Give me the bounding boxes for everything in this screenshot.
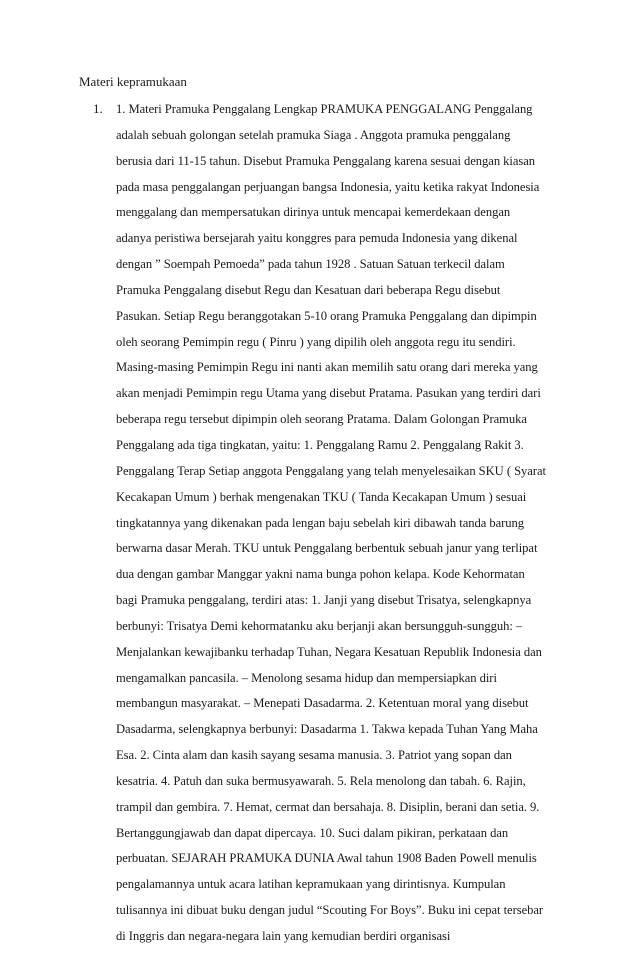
text-line: kesatria. 4. Patuh dan suka bermusyawarah. 5. Rela menolong dan tabah. 6. Rajin, (116, 773, 526, 788)
text-line: oleh seorang Pemimpin regu ( Pinru ) yang dipilih oleh anggota regu itu sendiri. (116, 334, 516, 349)
text-line: beberapa regu tersebut dipimpin oleh seorang Pratama. Dalam Golongan Pramuka (116, 412, 527, 427)
text-line: adalah sebuah golongan setelah pramuka Siaga . Anggota pramuka penggalang (116, 127, 511, 142)
text-line: Masing-masing Pemimpin Regu ini nanti akan memilih satu orang dari mereka yang (116, 360, 538, 375)
text-line: tingkatannya yang dikenakan pada lengan baju sebelah kiri dibawah tanda barung (116, 515, 525, 530)
text-line: akan menjadi Pemimpin regu Utama yang disebut Pratama. Pasukan yang terdiri dari (116, 386, 541, 401)
text-line: Esa. 2. Cinta alam dan kasih sayang sesama manusia. 3. Patriot yang sopan dan (116, 748, 512, 763)
text-line: di Inggris dan negara-negara lain yang kemudian berdiri organisasi (116, 929, 451, 943)
text-line: dengan ” Soempah Pemoeda” pada tahun 1928 . Satuan Satuan terkecil dalam (116, 257, 505, 272)
text-line: mengamalkan pancasila. – Menolong sesama hidup dan mempersiapkan diri (116, 670, 497, 685)
text-line: berwarna dasar Merah. TKU untuk Penggalang berbentuk sebuah janur yang terlipat (116, 541, 538, 556)
text-line: dua dengan gambar Manggar yakni nama bunga pohon kelapa. Kode Kehormatan (116, 567, 525, 582)
text-line: pada masa penggalangan perjuangan bangsa Indonesia, yaitu ketika rakyat Indonesia (116, 179, 540, 194)
text-line: Bertanggungjawab dan dapat dipercaya. 10. Suci dalam pikiran, perkataan dan (116, 825, 509, 840)
text-line: pengalamannya untuk acara latihan kepramukaan yang dirintisnya. Kumpulan (116, 877, 506, 892)
text-line: trampil dan gembira. 7. Hemat, cermat dan bersahaja. 8. Disiplin, berani dan setia. 9. (116, 799, 540, 814)
text-line: Pramuka Penggalang disebut Regu dan Kesatuan dari beberapa Regu disebut (116, 282, 501, 297)
text-line: Pasukan. Setiap Regu beranggotakan 5-10 orang Pramuka Penggalang dan dipimpin (116, 308, 537, 323)
text-line: menggalang dan mempersatukan dirinya untuk mencapai kemerdekaan dengan (116, 205, 511, 220)
text-line: Dasadarma, selengkapnya berbunyi: Dasadarma 1. Takwa kepada Tuhan Yang Maha (116, 722, 538, 737)
text-line: berbunyi: Trisatya Demi kehormatanku aku berjanji akan bersungguh-sungguh: – (116, 618, 523, 633)
text-line: Penggalang Terap Setiap anggota Penggalang yang telah menyelesaikan SKU ( Syarat (116, 463, 546, 478)
text-line: perbuatan. SEJARAH PRAMUKA DUNIA Awal tahun 1908 Baden Powell menulis (116, 851, 537, 866)
list-item-number: 1. (93, 101, 103, 116)
text-line: 1. Materi Pramuka Penggalang Lengkap PRAMUKA PENGGALANG Penggalang (116, 102, 533, 116)
text-line: Menjalankan kewajibanku terhadap Tuhan, Negara Kesatuan Republik Indonesia dan (116, 644, 542, 659)
text-line: berusia dari 11-15 tahun. Disebut Pramuka Penggalang karena sesuai dengan kiasan (116, 153, 536, 168)
text-line: Penggalang ada tiga tingkatan, yaitu: 1. Penggalang Ramu 2. Penggalang Rakit 3. (116, 437, 524, 452)
text-line: tulisannya ini dibuat buku dengan judul “Scouting For Boys”. Buku ini cepat tersebar (116, 903, 544, 918)
text-line: Kecakapan Umum ) berhak mengenakan TKU ( Tanda Kecakapan Umum ) sesuai (116, 489, 527, 504)
text-line: adanya peristiwa bersejarah yaitu konggres para pemuda Indonesia yang dikenal (116, 231, 518, 246)
document-heading: Materi kepramukaan (79, 74, 187, 89)
list-item-body (116, 101, 566, 954)
text-line: bagi Pramuka penggalang, terdiri atas: 1. Janji yang disebut Trisatya, selengkapnya (116, 593, 532, 608)
text-line: membangun masyarakat. – Menepati Dasadarma. 2. Ketentuan moral yang disebut (116, 696, 529, 711)
